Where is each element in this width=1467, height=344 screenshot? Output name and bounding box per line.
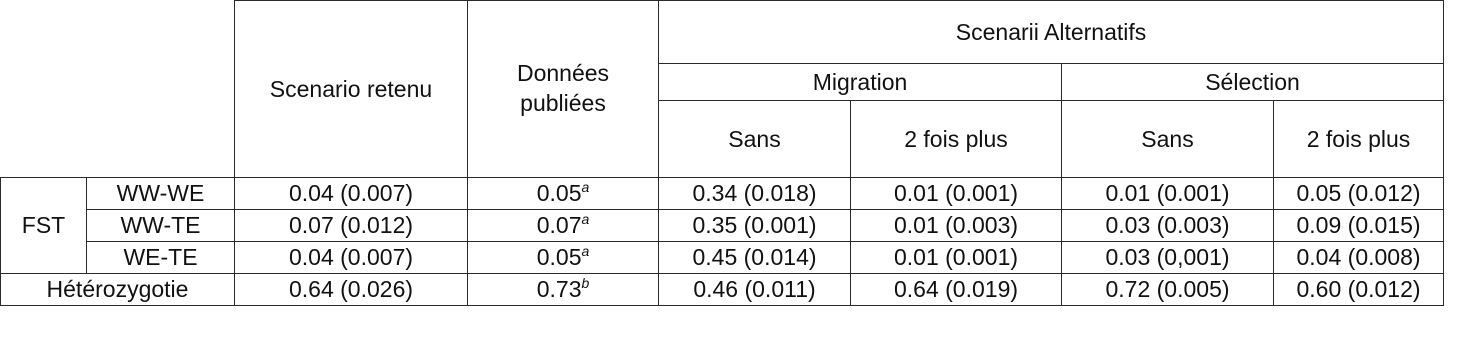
table-row [1, 210, 1444, 242]
col-header-selection: Sélection [1062, 64, 1444, 101]
cell-selection-sans: 0.72 (0.005) [1062, 274, 1274, 306]
row-group-label-fst: FST [1, 178, 87, 274]
cell-migration-2x: 0.64 (0.019) [851, 274, 1062, 306]
cell-retenu: 0.64 (0.026) [235, 274, 468, 306]
col-header-scenario-retenu: Scenario retenu [235, 1, 468, 178]
col-header-selection-sans: Sans [1062, 101, 1274, 178]
header-row-1 [1, 1, 1444, 64]
row-label: WW-TE [87, 210, 235, 242]
col-header-donnees-line-1: Données [516, 60, 610, 87]
footnote-marker: a [581, 179, 590, 195]
cell-migration-2x: 0.01 (0.001) [851, 178, 1062, 210]
cell-migration-2x: 0.01 (0.001) [851, 242, 1062, 274]
corner-cell [1, 1, 235, 178]
col-header-scenarii-alternatifs: Scenarii Alternatifs [659, 1, 1444, 64]
cell-selection-2x: 0.04 (0.008) [1274, 242, 1444, 274]
cell-selection-2x: 0.09 (0.015) [1274, 210, 1444, 242]
cell-selection-2x: 0.60 (0.012) [1274, 274, 1444, 306]
cell-publie [468, 274, 659, 306]
cell-retenu: 0.04 (0.007) [235, 178, 468, 210]
row-label: Hétérozygotie [1, 274, 235, 306]
row-label: WE-TE [87, 242, 235, 274]
col-header-selection-2x: 2 fois plus [1274, 101, 1444, 178]
cell-publie-value: 0.73 [536, 276, 582, 302]
col-header-donnees-line-2: publiées [520, 90, 606, 116]
col-header-donnees-publiees [468, 1, 659, 178]
col-header-migration: Migration [659, 64, 1062, 101]
cell-retenu: 0.04 (0.007) [235, 242, 468, 274]
footnote-marker: a [581, 243, 590, 259]
table-row [1, 178, 1444, 210]
cell-migration-sans: 0.46 (0.011) [659, 274, 851, 306]
cell-publie-value: 0.05 [536, 244, 582, 270]
cell-selection-sans: 0.03 (0.003) [1062, 210, 1274, 242]
footnote-marker: a [581, 211, 590, 227]
cell-publie [468, 210, 659, 242]
cell-selection-sans: 0.01 (0.001) [1062, 178, 1274, 210]
cell-migration-sans: 0.35 (0.001) [659, 210, 851, 242]
cell-publie [468, 178, 659, 210]
cell-migration-sans: 0.34 (0.018) [659, 178, 851, 210]
cell-retenu: 0.07 (0.012) [235, 210, 468, 242]
table-row [1, 274, 1444, 306]
cell-publie [468, 242, 659, 274]
cell-publie-value: 0.05 [536, 180, 582, 206]
table-row [1, 242, 1444, 274]
cell-selection-2x: 0.05 (0.012) [1274, 178, 1444, 210]
cell-migration-2x: 0.01 (0.003) [851, 210, 1062, 242]
cell-migration-sans: 0.45 (0.014) [659, 242, 851, 274]
footnote-marker: b [581, 275, 590, 291]
cell-selection-sans: 0.03 (0,001) [1062, 242, 1274, 274]
col-header-migration-sans: Sans [659, 101, 851, 178]
col-header-migration-2x: 2 fois plus [851, 101, 1062, 178]
cell-publie-value: 0.07 [536, 212, 582, 238]
row-label: WW-WE [87, 178, 235, 210]
